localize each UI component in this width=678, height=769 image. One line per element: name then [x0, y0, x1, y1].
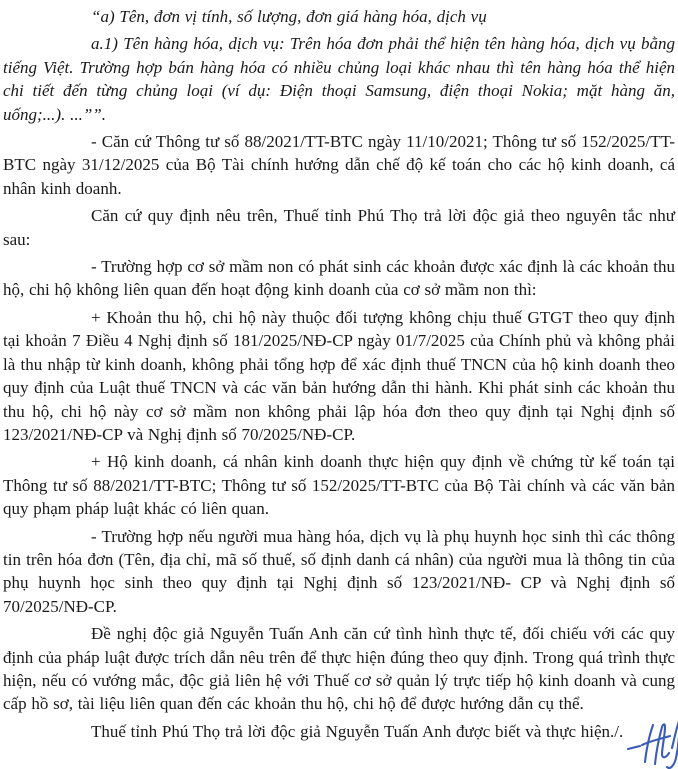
- paragraph-legal-basis-circulars: - Căn cứ Thông tư số 88/2021/TT-BTC ngày 11/10/2021; Thông tư số 152/2025/TT-BTC ngày 31/12/2025 của Bộ Tài chính hướng dẫn chế độ kế toán cho các hộ kinh doanh, cá nhân kinh doanh.: [3, 132, 675, 198]
- paragraph-quote-item-a1: a.1) Tên hàng hóa, dịch vụ: Trên hóa đơn phải thể hiện tên hàng hóa, dịch vụ bằng tiếng Việt. Trường hợp bán hàng hóa có nhiều chủng loại khác nhau thì tên hàng hóa thể hiện chi tiết đến từng chủng loại (ví dụ: Điện thoại Samsung, điện thoại Nokia; mặt hàng ăn, uống;...). ...””.: [3, 34, 675, 124]
- paragraph-point-vat-tncn-exemption: + Khoản thu hộ, chi hộ này thuộc đối tượng không chịu thuế GTGT theo quy định tại khoản 7 Điều 4 Nghị định số 181/2025/NĐ-CP ngày 01/7/2025 của Chính phủ và không phải là thu nhập từ kinh doanh, không phải tổng hợp để xác định thuế TNCN của hộ kinh doanh theo quy định của Luật thuế TNCN và các văn bản hướng dẫn thi hành. Khi phát sinh các khoản thu thu hộ, chi hộ này cơ sở mầm non không phải lập hóa đơn theo quy định tại Nghị định số 123/2021/NĐ-CP và Nghị định số 70/2025/NĐ-CP.: [3, 307, 675, 444]
- paragraph-point-accounting-documents: + Hộ kinh doanh, cá nhân kinh doanh thực hiện quy định về chứng từ kế toán tại Thông tư số 88/2021/TT-BTC; Thông tư số 152/2025/TT-BTC của Bộ Tài chính và các văn bản quy phạm pháp luật khác có liên quan.: [3, 452, 675, 519]
- paragraph-response-intro: Căn cứ quy định nêu trên, Thuế tỉnh Phú Thọ trả lời độc giả theo nguyên tắc như sau:: [3, 206, 675, 249]
- paragraph-quote-item-a: “a) Tên, đơn vị tính, số lượng, đơn giá hàng hóa, dịch vụ: [91, 7, 487, 26]
- signature-scribble-icon: [626, 718, 678, 769]
- paragraph-case-parent-buyer-invoice: - Trường hợp nếu người mua hàng hóa, dịch vụ là phụ huynh học sinh thì các thông tin trên hóa đơn (Tên, địa chỉ, mã số thuế, số định danh cá nhân) của người mua là thông tin của phụ huynh học sinh theo quy định tại Nghị định số 123/2021/NĐ- CP và Nghị định số 70/2025/NĐ-CP.: [3, 526, 675, 616]
- paragraph-case-kindergarten-collections: - Trường hợp cơ sở mầm non có phát sinh các khoản được xác định là các khoản thu hộ, chi hộ không liên quan đến hoạt động kinh doanh của cơ sở mầm non thì:: [3, 257, 675, 300]
- paragraph-recommendation: Đề nghị độc giả Nguyễn Tuấn Anh căn cứ tình hình thực tế, đối chiếu với các quy định của pháp luật được trích dẫn nêu trên để thực hiện đúng theo quy định. Trong quá trình thực hiện, nếu có vướng mắc, độc giả liên hệ với Thuế cơ sở quản lý trực tiếp hộ kinh doanh và cung cấp hồ sơ, tài liệu liên quan đến các khoản thu hộ, chi hộ để được hướng dẫn cụ thể.: [3, 624, 675, 714]
- paragraph-closing-statement: Thuế tỉnh Phú Thọ trả lời độc giả Nguyễn Tuấn Anh được biết và thực hiện./.: [91, 721, 624, 741]
